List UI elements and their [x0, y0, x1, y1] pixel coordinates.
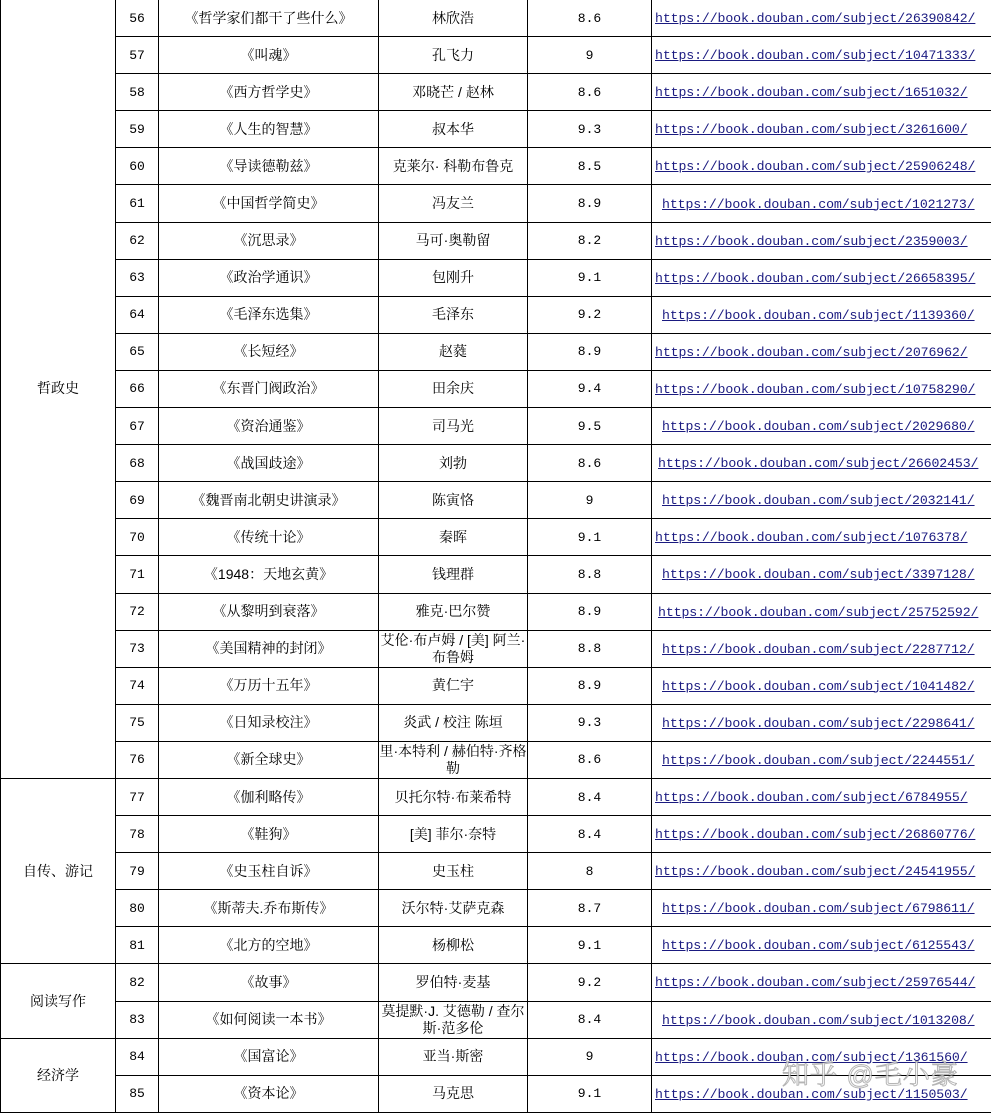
category-cell: 经济学	[1, 1038, 116, 1112]
row-number: 62	[116, 222, 159, 259]
row-number: 81	[116, 927, 159, 964]
douban-link[interactable]: https://book.douban.com/subject/25906248/	[655, 159, 976, 175]
douban-link[interactable]: https://book.douban.com/subject/2359003/	[655, 233, 968, 249]
douban-link[interactable]: https://book.douban.com/subject/2287712/	[662, 641, 975, 657]
douban-url-cell	[652, 370, 991, 407]
book-author: 邓晓芒 / 赵林	[379, 74, 528, 111]
douban-link[interactable]: https://book.douban.com/subject/24541955/	[655, 864, 976, 880]
book-author: 史玉柱	[379, 853, 528, 890]
category-cell: 阅读写作	[1, 964, 116, 1038]
book-author: 克莱尔· 科勒布鲁克	[379, 148, 528, 185]
douban-link[interactable]: https://book.douban.com/subject/6798611/	[662, 901, 975, 917]
douban-link[interactable]: https://book.douban.com/subject/1076378/	[655, 530, 968, 546]
table-row	[1, 519, 991, 556]
table-row	[1, 445, 991, 482]
douban-url-cell	[652, 0, 991, 37]
douban-url-cell	[652, 408, 991, 445]
table-row	[1, 185, 991, 222]
book-title: 《西方哲学史》	[159, 74, 379, 111]
row-number: 83	[116, 1001, 159, 1038]
book-author: 莫提默·J. 艾德勒 / 查尔斯·范多伦	[379, 1001, 528, 1038]
book-title: 《哲学家们都干了些什么》	[159, 0, 379, 37]
book-rating: 9	[528, 482, 652, 519]
book-rating: 8.4	[528, 778, 652, 815]
book-title: 《如何阅读一本书》	[159, 1001, 379, 1038]
douban-url-cell	[652, 704, 991, 741]
book-rating: 8.2	[528, 222, 652, 259]
book-rating: 9.2	[528, 296, 652, 333]
table-row	[1, 816, 991, 853]
book-rating: 8.8	[528, 556, 652, 593]
row-number: 60	[116, 148, 159, 185]
book-author: 炎武 / 校注 陈垣	[379, 704, 528, 741]
table-row	[1, 593, 991, 630]
category-cell: 哲政史	[1, 0, 116, 778]
douban-link[interactable]: https://book.douban.com/subject/2076962/	[655, 344, 968, 360]
row-number: 59	[116, 111, 159, 148]
row-number: 65	[116, 333, 159, 370]
book-rating: 9	[528, 1038, 652, 1075]
table-row	[1, 741, 991, 778]
douban-url-cell	[652, 185, 991, 222]
book-rating: 9.1	[528, 519, 652, 556]
douban-link[interactable]: https://book.douban.com/subject/25752592/	[658, 604, 979, 620]
book-title: 《伽利略传》	[159, 778, 379, 815]
douban-link[interactable]: https://book.douban.com/subject/2029680/	[662, 419, 975, 435]
douban-url-cell	[652, 667, 991, 704]
table-row	[1, 0, 991, 37]
book-title: 《导读德勒兹》	[159, 148, 379, 185]
row-number: 69	[116, 482, 159, 519]
book-title: 《政治学通识》	[159, 259, 379, 296]
table-row	[1, 667, 991, 704]
row-number: 72	[116, 593, 159, 630]
douban-url-cell	[652, 259, 991, 296]
book-author: 艾伦·布卢姆 / [美] 阿兰·布鲁姆	[379, 630, 528, 667]
book-rating: 8.9	[528, 333, 652, 370]
table-row	[1, 778, 991, 815]
douban-url-cell	[652, 296, 991, 333]
douban-url-cell	[652, 111, 991, 148]
douban-url-cell	[652, 853, 991, 890]
douban-link[interactable]: https://book.douban.com/subject/26390842/	[655, 11, 976, 27]
book-list-body	[1, 0, 991, 1112]
douban-url-cell	[652, 74, 991, 111]
table-row	[1, 482, 991, 519]
douban-link[interactable]: https://book.douban.com/subject/1021273/	[662, 196, 975, 212]
douban-url-cell	[652, 37, 991, 74]
book-title: 《美国精神的封闭》	[159, 630, 379, 667]
table-row	[1, 890, 991, 927]
book-author: 毛泽东	[379, 296, 528, 333]
book-title: 《人生的智慧》	[159, 111, 379, 148]
douban-url-cell	[652, 927, 991, 964]
book-title: 《故事》	[159, 964, 379, 1001]
row-number: 64	[116, 296, 159, 333]
douban-url-cell	[652, 333, 991, 370]
book-rating: 9.3	[528, 704, 652, 741]
douban-link[interactable]: https://book.douban.com/subject/2032141/	[662, 493, 975, 509]
book-rating: 9	[528, 37, 652, 74]
book-rating: 8.9	[528, 593, 652, 630]
book-title: 《鞋狗》	[159, 816, 379, 853]
book-author: 秦晖	[379, 519, 528, 556]
douban-link[interactable]: https://book.douban.com/subject/6784955/	[655, 790, 968, 806]
book-author: 叔本华	[379, 111, 528, 148]
book-author: 马克思	[379, 1075, 528, 1112]
book-rating: 8.4	[528, 1001, 652, 1038]
douban-url-cell	[652, 445, 991, 482]
table-row	[1, 296, 991, 333]
book-rating: 9.3	[528, 111, 652, 148]
book-rating: 8.9	[528, 667, 652, 704]
book-title: 《毛泽东选集》	[159, 296, 379, 333]
book-rating: 8.6	[528, 741, 652, 778]
book-rating: 8.7	[528, 890, 652, 927]
douban-url-cell	[652, 1075, 991, 1112]
table-row	[1, 259, 991, 296]
douban-link[interactable]: https://book.douban.com/subject/26658395/	[655, 270, 976, 286]
book-title: 《万历十五年》	[159, 667, 379, 704]
book-title: 《资本论》	[159, 1075, 379, 1112]
row-number: 77	[116, 778, 159, 815]
table-row	[1, 37, 991, 74]
douban-url-cell	[652, 1001, 991, 1038]
table-row	[1, 1038, 991, 1075]
row-number: 63	[116, 259, 159, 296]
row-number: 57	[116, 37, 159, 74]
book-rating: 8	[528, 853, 652, 890]
douban-link[interactable]: https://book.douban.com/subject/25976544/	[655, 975, 976, 991]
table-row	[1, 148, 991, 185]
book-author: 亚当·斯密	[379, 1038, 528, 1075]
douban-link[interactable]: https://book.douban.com/subject/2244551/	[662, 752, 975, 768]
douban-link[interactable]: https://book.douban.com/subject/10758290/	[655, 381, 976, 397]
table-row	[1, 408, 991, 445]
book-rating: 8.9	[528, 185, 652, 222]
book-rating: 8.6	[528, 0, 652, 37]
table-row	[1, 111, 991, 148]
douban-link[interactable]: https://book.douban.com/subject/6125543/	[662, 938, 975, 954]
douban-url-cell	[652, 741, 991, 778]
book-rating: 9.2	[528, 964, 652, 1001]
row-number: 79	[116, 853, 159, 890]
douban-link[interactable]: https://book.douban.com/subject/2298641/	[662, 715, 975, 731]
row-number: 75	[116, 704, 159, 741]
douban-link[interactable]: https://book.douban.com/subject/26602453/	[658, 456, 979, 472]
douban-url-cell	[652, 222, 991, 259]
book-author: 刘勃	[379, 445, 528, 482]
douban-url-cell	[652, 482, 991, 519]
book-rating: 8.4	[528, 816, 652, 853]
book-rating: 8.8	[528, 630, 652, 667]
book-rating: 9.5	[528, 408, 652, 445]
book-title: 《中国哲学简史》	[159, 185, 379, 222]
douban-url-cell	[652, 148, 991, 185]
douban-url-cell	[652, 890, 991, 927]
table-row	[1, 704, 991, 741]
row-number: 78	[116, 816, 159, 853]
douban-link[interactable]: https://book.douban.com/subject/1651032/	[655, 85, 968, 101]
row-number: 82	[116, 964, 159, 1001]
table-row	[1, 964, 991, 1001]
category-cell: 自传、游记	[1, 778, 116, 963]
douban-url-cell	[652, 519, 991, 556]
row-number: 73	[116, 630, 159, 667]
book-author: 黄仁宇	[379, 667, 528, 704]
book-rating: 8.6	[528, 74, 652, 111]
row-number: 74	[116, 667, 159, 704]
book-rating: 8.6	[528, 445, 652, 482]
watermark: 知乎 @毛小豪	[782, 1060, 959, 1090]
douban-url-cell	[652, 816, 991, 853]
table-row	[1, 333, 991, 370]
book-author: 马可·奥勒留	[379, 222, 528, 259]
book-title: 《北方的空地》	[159, 927, 379, 964]
douban-url-cell	[652, 630, 991, 667]
douban-link[interactable]: https://book.douban.com/subject/1041482/	[662, 678, 975, 694]
table-row	[1, 222, 991, 259]
book-title: 《1948：天地玄黄》	[159, 556, 379, 593]
douban-url-cell	[652, 593, 991, 630]
book-author: 田余庆	[379, 370, 528, 407]
book-author: 陈寅恪	[379, 482, 528, 519]
table-row	[1, 556, 991, 593]
row-number: 56	[116, 0, 159, 37]
row-number: 85	[116, 1075, 159, 1112]
book-rating: 9.4	[528, 370, 652, 407]
book-rating: 8.5	[528, 148, 652, 185]
book-title: 《叫魂》	[159, 37, 379, 74]
book-title: 《资治通鉴》	[159, 408, 379, 445]
table-row	[1, 1001, 991, 1038]
row-number: 61	[116, 185, 159, 222]
book-title: 《沉思录》	[159, 222, 379, 259]
row-number: 66	[116, 370, 159, 407]
row-number: 80	[116, 890, 159, 927]
douban-link[interactable]: https://book.douban.com/subject/1139360/	[662, 307, 975, 323]
book-author: 杨柳松	[379, 927, 528, 964]
book-author: 钱理群	[379, 556, 528, 593]
row-number: 58	[116, 74, 159, 111]
book-title: 《东晋门阀政治》	[159, 370, 379, 407]
book-rating: 9.1	[528, 927, 652, 964]
book-title: 《新全球史》	[159, 741, 379, 778]
douban-link[interactable]: https://book.douban.com/subject/1013208/	[662, 1012, 975, 1028]
book-title: 《史玉柱自诉》	[159, 853, 379, 890]
book-author: 赵蕤	[379, 333, 528, 370]
douban-url-cell	[652, 778, 991, 815]
book-title: 《魏晋南北朝史讲演录》	[159, 482, 379, 519]
row-number: 70	[116, 519, 159, 556]
book-author: 沃尔特·艾萨克森	[379, 890, 528, 927]
book-rating: 9.1	[528, 259, 652, 296]
book-title: 《传统十论》	[159, 519, 379, 556]
table-row	[1, 1075, 991, 1112]
row-number: 76	[116, 741, 159, 778]
table-row	[1, 853, 991, 890]
douban-url-cell	[652, 1038, 991, 1075]
table-row	[1, 927, 991, 964]
book-author: 林欣浩	[379, 0, 528, 37]
douban-link[interactable]: https://book.douban.com/subject/3261600/	[655, 122, 968, 138]
book-title: 《长短经》	[159, 333, 379, 370]
book-title: 《战国歧途》	[159, 445, 379, 482]
book-title: 《国富论》	[159, 1038, 379, 1075]
book-title: 《从黎明到衰落》	[159, 593, 379, 630]
book-author: 贝托尔特·布莱希特	[379, 778, 528, 815]
douban-url-cell	[652, 964, 991, 1001]
douban-url-cell	[652, 556, 991, 593]
row-number: 67	[116, 408, 159, 445]
book-author: 冯友兰	[379, 185, 528, 222]
douban-link[interactable]: https://book.douban.com/subject/1361560/	[655, 1049, 968, 1065]
book-author: 罗伯特·麦基	[379, 964, 528, 1001]
row-number: 71	[116, 556, 159, 593]
table-row	[1, 370, 991, 407]
book-author: 包刚升	[379, 259, 528, 296]
book-rating: 9.1	[528, 1075, 652, 1112]
table-row	[1, 630, 991, 667]
douban-link[interactable]: https://book.douban.com/subject/1150503/	[655, 1086, 968, 1102]
row-number: 84	[116, 1038, 159, 1075]
row-number: 68	[116, 445, 159, 482]
book-title: 《斯蒂夫.乔布斯传》	[159, 890, 379, 927]
book-author: [美] 菲尔·奈特	[379, 816, 528, 853]
book-author: 里·本特利 / 赫伯特·齐格勒	[379, 741, 528, 778]
book-title: 《日知录校注》	[159, 704, 379, 741]
table-row	[1, 74, 991, 111]
douban-link[interactable]: https://book.douban.com/subject/3397128/	[662, 567, 975, 583]
book-author: 雅克·巴尔赞	[379, 593, 528, 630]
book-author: 司马光	[379, 408, 528, 445]
douban-link[interactable]: https://book.douban.com/subject/10471333/	[655, 48, 976, 64]
douban-link[interactable]: https://book.douban.com/subject/26860776/	[655, 827, 976, 843]
book-author: 孔飞力	[379, 37, 528, 74]
